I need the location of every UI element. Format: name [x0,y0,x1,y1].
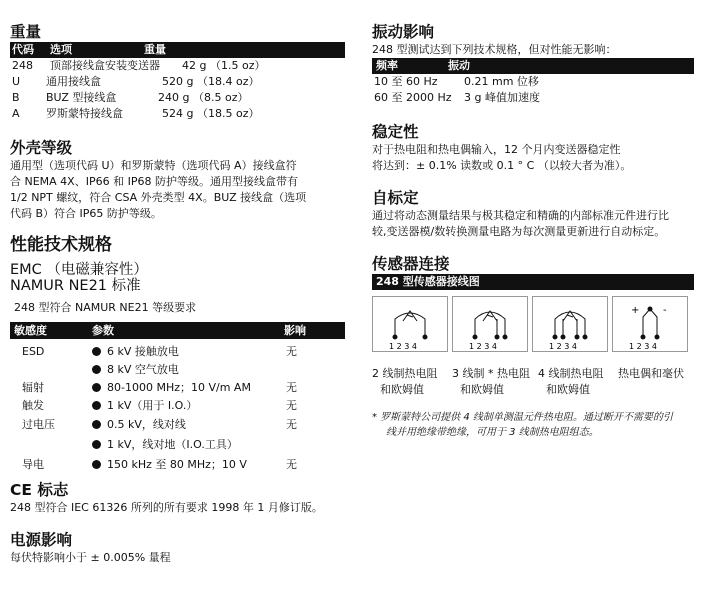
stability-section [372,122,694,174]
rtd-3-wire-icon [453,297,527,351]
weight-header-weight: 重量 [144,43,166,56]
weight-table-header [10,42,345,58]
weight-header-code: 代码 [12,43,34,56]
selfcal-section [372,188,694,240]
caption-4-wire: 4 线制热电阻 和欧姆值 [538,367,604,396]
caption-thermocouple: 热电偶和毫伏 [618,367,684,380]
weight-section [10,22,345,122]
enclosure-line: 1/2 NPT 螺纹，符合 CSA 外壳类型 4X。BUZ 接线盒（选项 [10,191,307,204]
vibration-table-header [372,58,694,74]
diagram-2-wire [372,296,448,352]
bullet-icon [92,440,101,449]
emc-row: ESD 6 kV 接触放电 无 [22,345,297,358]
emc-row: 过电压 0.5 kV，线对线 无 [22,418,297,431]
bullet-icon [92,401,101,410]
bullet-icon [92,347,101,356]
enclosure-section [10,138,345,222]
emc-row: 8 kV 空气放电 [10,361,345,379]
performance-section [10,234,112,256]
sensor-note: * 罗斯蒙特公司提供 4 线制单测温元件热电阻。通过断开不需要的引 线并用绝缘带绝缘，可用于 3 线制热电阻组态。 [372,412,673,438]
svg-text:1 2 3 4: 1 2 3 4 [629,342,657,351]
vibration-header-vibration: 振动 [448,59,470,72]
ce-section [10,480,345,516]
emc-section [10,262,345,475]
power-title: 电源影响 [10,531,73,549]
stability-line: 将达到：± 0.1% 读数或 0.1 ° C （以较大者为准）。 [372,159,632,172]
bullet-icon [92,460,101,469]
weight-row: A 罗斯蒙特接线盒 524 g （18.5 oz） [12,107,260,120]
bullet-icon [92,420,101,429]
enclosure-line: 代码 B）符合 IP65 防护等级。 [10,207,162,220]
vibration-header-frequency: 频率 [376,59,398,72]
stability-title: 稳定性 [372,123,419,141]
weight-row: B BUZ 型接线盒 240 g （8.5 oz） [12,91,249,104]
selfcal-line: 较,变送器模/数转换测量电路为每次测量更新进行自动标定。 [372,225,666,238]
power-section [10,530,345,566]
minus-sign: - [663,305,667,316]
diagram-4-wire [532,296,608,352]
stability-line: 对于热电阻和热电偶输入，12 个月内变送器稳定性 [372,143,621,156]
sensor-title: 传感器连接 [372,255,450,273]
diagram-thermocouple [612,296,688,352]
power-text: 每伏特影响小于 ± 0.005% 量程 [10,551,171,564]
thermocouple-icon [613,297,687,351]
emc-row: 辐射 80-1000 MHz；10 V/m AM 无 [22,381,297,394]
weight-title: 重量 [10,23,42,41]
emc-header-parameter: 参数 [92,324,114,337]
weight-header-option: 选项 [50,43,72,56]
performance-title: 性能技术规格 [10,235,112,255]
enclosure-title: 外壳等级 [10,139,73,157]
vibration-row: 10 至 60 Hz 0.21 mm 位移 [374,75,539,88]
diagram-3-wire [452,296,528,352]
enclosure-line: 合 NEMA 4X、IP66 和 IP68 防护等级。通用型接线盒带有 [10,175,298,188]
emc-title-line1: EMC （电磁兼容性） [10,262,148,278]
vibration-text: 248 型测试达到下列技术规格，但对性能无影响： [372,43,617,56]
weight-row: 248 顶部接线盒安装变送器 42 g （1.5 oz） [12,59,266,72]
emc-title-line2: NAMUR NE21 标准 [10,278,141,294]
sensor-captions [372,366,694,398]
emc-text: 248 型符合 NAMUR NE21 等级要求 [14,301,197,314]
emc-row: 1 kV，线对地（I.O.工具） [10,435,345,455]
sensor-diagrams [372,296,694,366]
caption-3-wire: 3 线制 * 热电阻 和欧姆值 [452,367,530,396]
emc-row: 触发 1 kV（用于 I.O.） 无 [22,399,297,412]
emc-header-effect: 影响 [284,324,306,337]
vibration-section [372,22,694,106]
emc-row: 导电 150 kHz 至 80 MHz；10 V 无 [22,458,297,471]
ce-text: 248 型符合 IEC 61326 所列的所有要求 1998 年 1 月修订版。 [10,501,323,514]
sensor-section [372,254,694,440]
emc-table-header [10,322,345,339]
vibration-title: 振动影响 [372,23,435,41]
selfcal-title: 自标定 [372,189,419,207]
ce-title: CE 标志 [10,481,69,499]
svg-text:1 2 3 4: 1 2 3 4 [389,342,417,351]
rtd-2-wire-icon [373,297,447,351]
caption-2-wire: 2 线制热电阻 和欧姆值 [372,367,438,396]
plus-sign: + [631,305,640,316]
vibration-row: 60 至 2000 Hz 3 g 峰值加速度 [374,91,540,104]
selfcal-line: 通过将动态测量结果与极其稳定和精确的内部标准元件进行比 [372,209,669,222]
sensor-diagram-bar: 248 型传感器接线图 [372,274,694,290]
svg-text:1 2 3 4: 1 2 3 4 [469,342,497,351]
bullet-icon [92,365,101,374]
rtd-4-wire-icon [533,297,607,351]
bullet-icon [92,383,101,392]
emc-header-sensitivity: 敏感度 [14,324,47,337]
weight-row: U 通用接线盒 520 g （18.4 oz） [12,75,260,88]
svg-text:1 2 3 4: 1 2 3 4 [549,342,577,351]
enclosure-line: 通用型（选项代码 U）和罗斯蒙特（选项代码 A）接线盒符 [10,159,297,172]
